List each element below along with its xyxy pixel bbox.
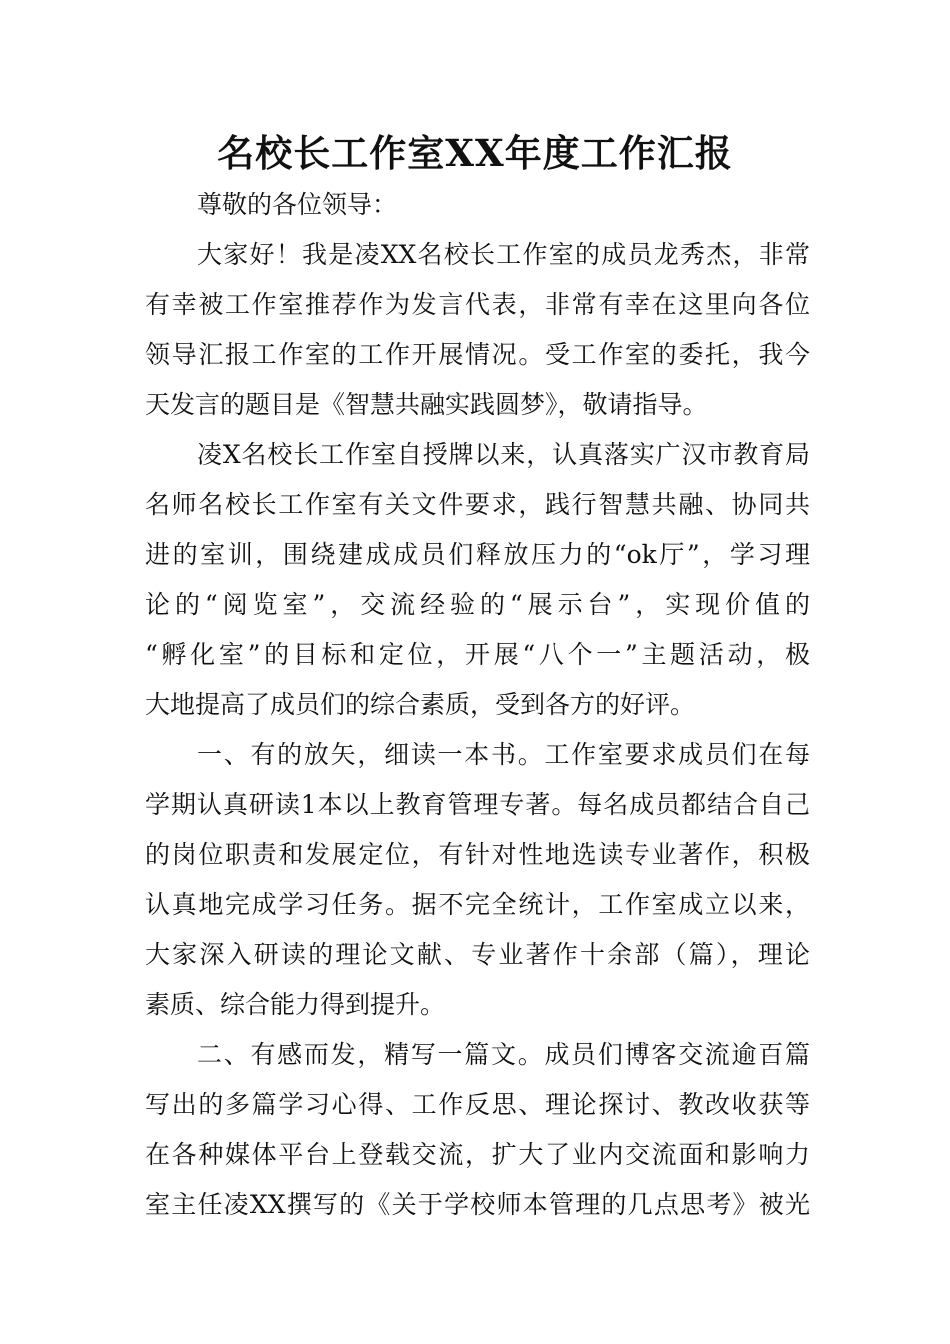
text-line: 大家深入研读的理论文献、专业著作十余部（篇），理论 (145, 940, 810, 969)
text-line: 室主任凌XX撰写的《关于学校师本管理的几点思考》被光 (145, 1190, 810, 1219)
text-line: 二、有感而发，精写一篇文。成员们博客交流逾百篇 (197, 1040, 810, 1069)
text-line: 天发言的题目是《智慧共融实践圆梦》，敬请指导。 (145, 390, 708, 419)
text-line: 进的室训，围绕建成成员们释放压力的“ok厅”，学习理 (145, 540, 810, 569)
text-line: 在各种媒体平台上登载交流，扩大了业内交流面和影响力 (145, 1140, 810, 1169)
text-line: 一、有的放矢，细读一本书。工作室要求成员们在每 (197, 740, 810, 769)
text-line: 有幸被工作室推荐作为发言代表，非常有幸在这里向各位 (145, 290, 810, 319)
text-line: 认真地完成学习任务。据不完全统计，工作室成立以来， (145, 890, 810, 919)
text-line: 素质、综合能力得到提升。 (145, 990, 446, 1019)
text-line: 学期认真研读1本以上教育管理专著。每名成员都结合自己 (145, 790, 810, 819)
document-body (145, 180, 810, 1230)
text-line: 写出的多篇学习心得、工作反思、理论探讨、教改收获等 (145, 1090, 810, 1119)
text-line: 大家好！我是凌XX名校长工作室的成员龙秀杰，非常 (197, 240, 810, 269)
text-line: 论的“阅览室”，交流经验的“展示台”，实现价值的 (145, 590, 810, 619)
text-line: 领导汇报工作室的工作开展情况。受工作室的委托，我今 (145, 340, 810, 369)
text-line: 大地提高了成员们的综合素质，受到各方的好评。 (145, 690, 696, 719)
text-line: 的岗位职责和发展定位，有针对性地选读专业著作，积极 (145, 840, 810, 869)
text-line: “孵化室”的目标和定位，开展“八个一”主题活动，极 (145, 640, 810, 669)
document-title: 名校长工作室XX年度工作汇报 (217, 131, 733, 175)
text-line: 尊敬的各位领导： (197, 190, 398, 219)
text-line: 名师名校长工作室有关文件要求，践行智慧共融、协同共 (145, 490, 810, 519)
text-line: 凌X名校长工作室自授牌以来，认真落实广汉市教育局 (197, 440, 810, 469)
